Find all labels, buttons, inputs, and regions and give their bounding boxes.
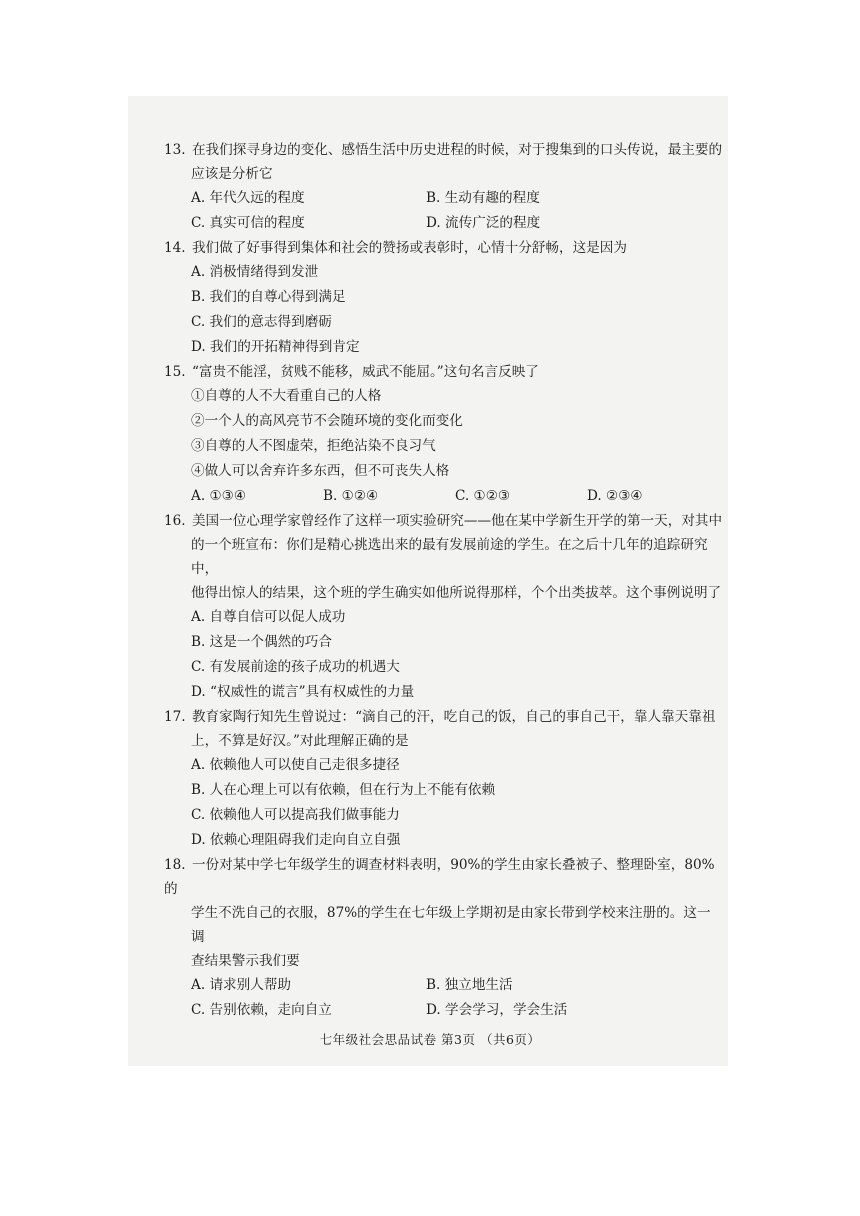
question-number: 14. xyxy=(164,240,186,256)
option-a: A. 消极情绪得到发泄 xyxy=(191,264,319,280)
option-row xyxy=(164,998,724,1023)
option-c: C. 有发展前途的孩子成功的机遇大 xyxy=(191,659,400,675)
question-stem: 我们做了好事得到集体和社会的赞扬或表彰时，心情十分舒畅，这是因为 xyxy=(191,240,627,256)
option-d: D. 流传广泛的程度 xyxy=(426,215,541,231)
exam-content xyxy=(164,138,724,1023)
question-14 xyxy=(164,236,724,360)
option-c: C. 真实可信的程度 xyxy=(191,215,305,231)
option-a: A. 请求别人帮助 xyxy=(191,977,292,993)
option-b: B. 独立地生活 xyxy=(426,977,513,993)
question-stem-cont: 上，不算是好汉。”对此理解正确的是 xyxy=(191,733,409,749)
question-number: 13. xyxy=(164,142,186,158)
option-b: B. 生动有趣的程度 xyxy=(426,190,540,206)
option-c: C. ①②③ xyxy=(455,488,511,504)
statement-3: ③自尊的人不图虚荣，拒绝沾染不良习气 xyxy=(191,438,436,454)
option-a: A. 年代久远的程度 xyxy=(191,190,305,206)
option-row xyxy=(164,484,724,509)
question-stem-cont: 查结果警示我们要 xyxy=(191,953,300,969)
option-d: D. 学会学习，学会生活 xyxy=(426,1002,568,1018)
question-number: 18. xyxy=(164,857,186,873)
question-15 xyxy=(164,360,724,509)
option-b: B. 我们的自尊心得到满足 xyxy=(191,289,346,305)
question-13 xyxy=(164,138,724,236)
option-d: D. ②③④ xyxy=(587,488,643,504)
question-16 xyxy=(164,509,724,705)
option-d: D. 依赖心理阻碍我们走向自立自强 xyxy=(191,832,401,848)
question-stem-cont: 学生不洗自己的衣服，87%的学生在七年级上学期初是由家长带到学校来注册的。这一调 xyxy=(191,905,711,945)
option-a: A. 自尊自信可以促人成功 xyxy=(191,609,346,625)
option-c: C. 告别依赖，走向自立 xyxy=(191,1002,332,1018)
option-row xyxy=(164,211,724,236)
option-c: C. 依赖他人可以提高我们做事能力 xyxy=(191,807,400,823)
option-b: B. 这是一个偶然的巧合 xyxy=(191,634,332,650)
option-row xyxy=(164,973,724,998)
statement-4: ④做人可以舍弃许多东西，但不可丧失人格 xyxy=(191,463,450,479)
question-number: 17. xyxy=(164,709,186,725)
question-stem: 一份对某中学七年级学生的调查材料表明，90%的学生由家长叠被子、整理卧室，80%的 xyxy=(164,857,715,897)
option-c: C. 我们的意志得到磨砺 xyxy=(191,314,332,330)
question-stem-cont: 他得出惊人的结果，这个班的学生确实如他所说得那样，个个出类拔萃。这个事例说明了 xyxy=(191,585,722,601)
question-number: 16. xyxy=(164,513,186,529)
option-a: A. ①③④ xyxy=(191,488,247,504)
option-b: B. 人在心理上可以有依赖，但在行为上不能有依赖 xyxy=(191,782,496,798)
statement-1: ①自尊的人不大看重自己的人格 xyxy=(191,388,382,404)
question-stem-cont: 的一个班宣布：你们是精心挑选出来的最有发展前途的学生。在之后十几年的追踪研究中， xyxy=(191,537,708,577)
question-stem-cont: 应该是分析它 xyxy=(191,166,273,182)
question-number: 15. xyxy=(164,364,186,380)
question-stem: “富贵不能淫，贫贱不能移，威武不能屈。”这句名言反映了 xyxy=(191,364,539,380)
question-stem: 在我们探寻身边的变化、感悟生活中历史进程的时候，对于搜集到的口头传说，最主要的 xyxy=(191,142,723,158)
option-d: D. 我们的开拓精神得到肯定 xyxy=(191,339,360,355)
statement-2: ②一个人的高风亮节不会随环境的变化而变化 xyxy=(191,413,463,429)
question-17 xyxy=(164,705,724,853)
option-row xyxy=(164,186,724,211)
question-stem: 美国一位心理学家曾经作了这样一项实验研究——他在某中学新生开学的第一天，对其中 xyxy=(191,513,723,529)
question-18 xyxy=(164,853,724,1023)
page-footer: 七年级社会思品试卷 第3页 （共6页） xyxy=(319,1032,541,1047)
question-stem: 教育家陶行知先生曾说过：“滴自己的汗，吃自己的饭，自己的事自己干，靠人靠天靠祖 xyxy=(191,709,716,725)
option-b: B. ①②④ xyxy=(323,488,379,504)
option-a: A. 依赖他人可以使自己走很多捷径 xyxy=(191,757,400,773)
option-d: D. “权威性的谎言”具有权威性的力量 xyxy=(191,684,415,700)
